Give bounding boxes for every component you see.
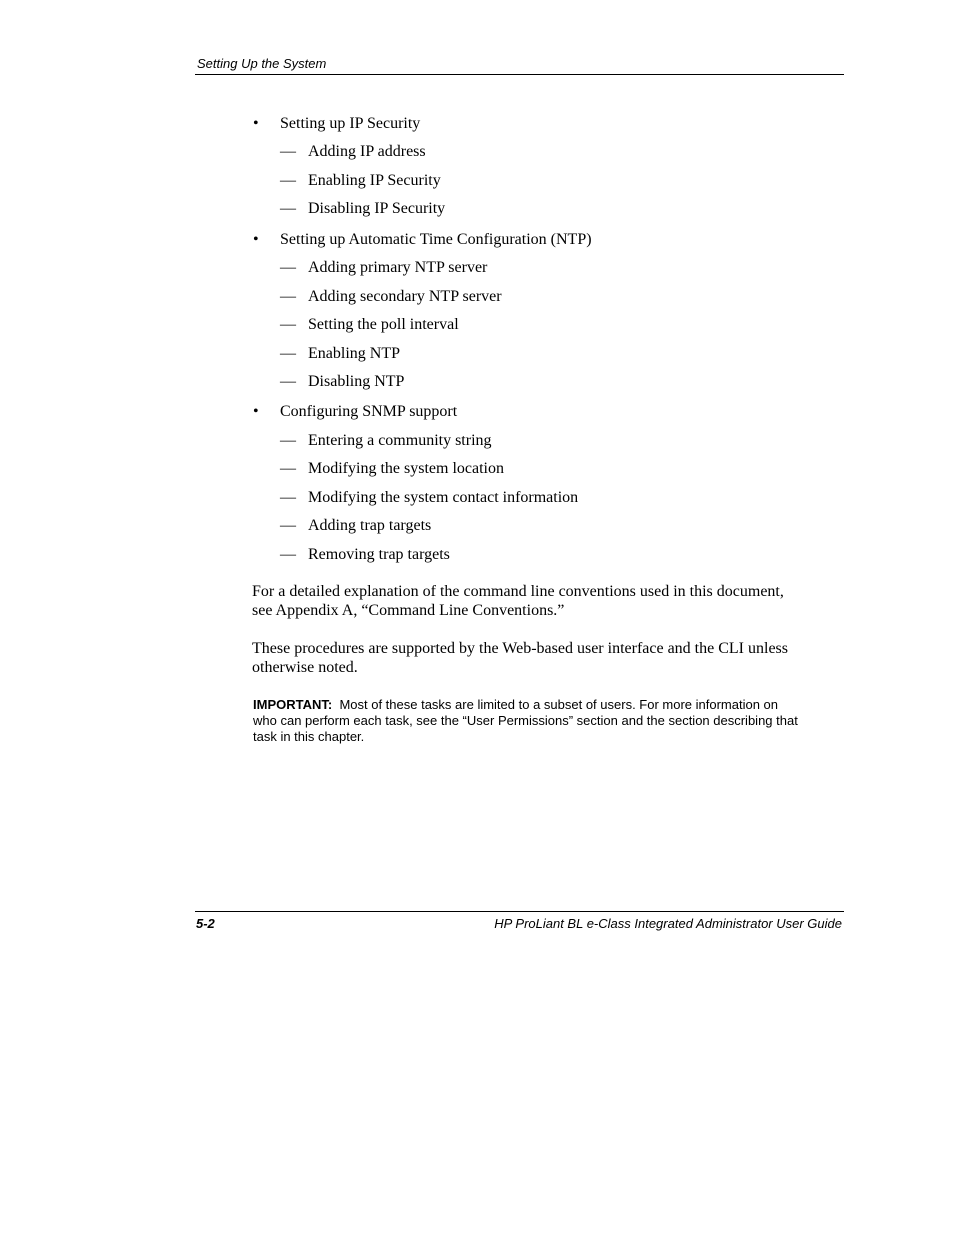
page-header xyxy=(195,56,844,75)
paragraph-support xyxy=(252,639,844,677)
page-footer xyxy=(195,911,844,934)
list-item: Entering a community string xyxy=(308,432,492,449)
dash-icon: — xyxy=(280,200,296,217)
list-item: Modifying the system contact information xyxy=(308,489,579,506)
dash-icon: — xyxy=(280,373,296,390)
list-item: Enabling NTP xyxy=(308,345,400,362)
list-item: Removing trap targets xyxy=(308,546,450,563)
bullet-icon: • xyxy=(253,403,259,420)
paragraph-line: otherwise noted. xyxy=(252,659,358,676)
dash-icon: — xyxy=(280,172,296,189)
paragraph-line: These procedures are supported by the Web-based user interface and the CLI unless xyxy=(252,640,788,657)
list-item: Modifying the system location xyxy=(308,460,504,477)
paragraph-conventions xyxy=(252,582,844,620)
dash-icon: — xyxy=(280,259,296,276)
dash-icon: — xyxy=(280,345,296,362)
dash-icon: — xyxy=(280,517,296,534)
dash-icon: — xyxy=(280,288,296,305)
important-line: task in this chapter. xyxy=(253,729,365,744)
paragraph-line: see Appendix A, “Command Line Conventions.” xyxy=(252,602,565,619)
section-title-ip-security: Setting up IP Security xyxy=(280,115,421,132)
bullet-icon: • xyxy=(253,115,259,132)
list-item: Adding primary NTP server xyxy=(308,259,488,276)
list-item: Setting the poll interval xyxy=(308,316,459,333)
page-number: 5-2 xyxy=(196,916,215,931)
dash-icon: — xyxy=(280,316,296,333)
important-line: who can perform each task, see the “User Permissions” section and the section describing that xyxy=(253,713,798,728)
important-label: IMPORTANT: xyxy=(253,697,333,712)
list-item: Disabling NTP xyxy=(308,373,405,390)
section-title-ntp: Setting up Automatic Time Configuration (NTP) xyxy=(280,231,592,248)
list-item: Adding secondary NTP server xyxy=(308,288,502,305)
dash-icon: — xyxy=(280,432,296,449)
dash-icon: — xyxy=(280,489,296,506)
dash-icon: — xyxy=(280,546,296,563)
list-item: Enabling IP Security xyxy=(308,172,441,189)
list-item: Adding IP address xyxy=(308,143,426,160)
dash-icon: — xyxy=(280,143,296,160)
running-title: Setting Up the System xyxy=(197,56,327,71)
important-line xyxy=(253,697,845,713)
list-item: Disabling IP Security xyxy=(308,200,446,217)
book-title: HP ProLiant BL e-Class Integrated Administrator User Guide xyxy=(494,916,842,931)
important-note xyxy=(253,697,845,745)
dash-icon: — xyxy=(280,460,296,477)
list-item: Adding trap targets xyxy=(308,517,432,534)
paragraph-line: For a detailed explanation of the command line conventions used in this document, xyxy=(252,583,784,600)
section-title-snmp: Configuring SNMP support xyxy=(280,403,458,420)
important-text: Most of these tasks are limited to a subset of users. For more information on xyxy=(339,697,779,712)
bullet-icon: • xyxy=(253,231,259,248)
